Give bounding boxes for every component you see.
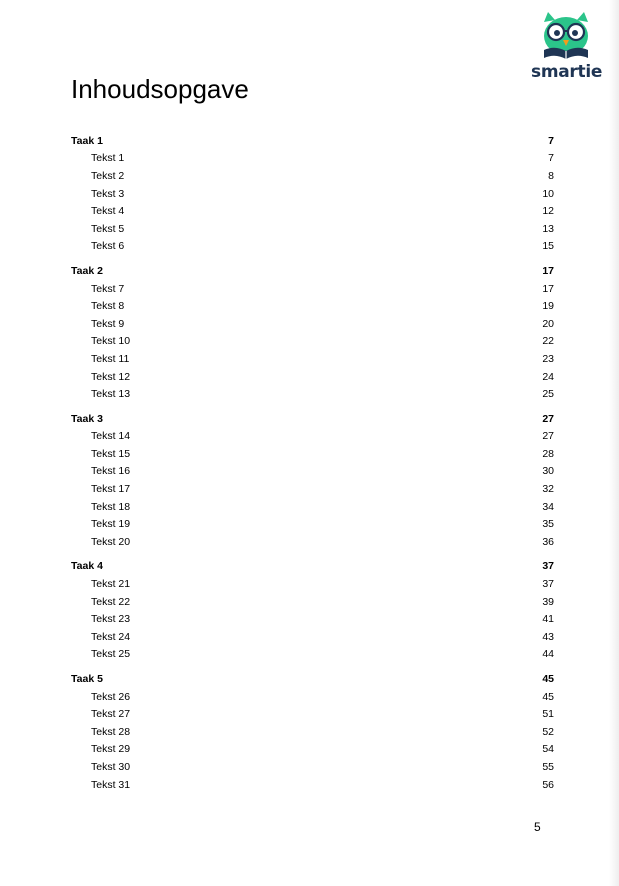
toc-heading-page: 45	[542, 673, 554, 686]
toc-entry-label: Tekst 28	[91, 725, 131, 738]
toc-entry[interactable]	[71, 150, 554, 168]
toc-entry[interactable]	[71, 428, 554, 446]
toc-entry[interactable]	[71, 610, 554, 628]
toc-entry-label: Tekst 11	[91, 352, 130, 365]
toc-entry-label: Tekst 2	[91, 169, 125, 182]
toc-entry-label: Tekst 19	[91, 518, 131, 531]
toc-entry[interactable]	[71, 280, 554, 298]
toc-entry-label: Tekst 29	[91, 743, 131, 756]
toc-entry-label: Tekst 7	[91, 282, 125, 295]
toc-entry-label: Tekst 10	[91, 335, 131, 348]
toc-entry[interactable]	[71, 758, 554, 776]
toc-heading[interactable]	[71, 558, 554, 576]
toc-entry[interactable]	[71, 368, 554, 386]
toc-entry[interactable]	[71, 167, 554, 185]
toc-entry-label: Tekst 12	[91, 370, 131, 383]
toc-entry-label: Tekst 13	[91, 388, 131, 401]
logo-wordmark: smartie	[531, 62, 603, 82]
toc-entry-page: 51	[542, 708, 554, 721]
toc-entry[interactable]	[71, 220, 554, 238]
toc-entry-page: 41	[542, 613, 554, 626]
toc-entry-label: Tekst 18	[91, 500, 131, 513]
toc-entry[interactable]	[71, 385, 554, 403]
toc-entry-page: 54	[542, 743, 554, 756]
toc-entry-page: 45	[542, 690, 554, 703]
toc-entry-label: Tekst 22	[91, 595, 131, 608]
toc-section	[71, 132, 554, 255]
toc-entry-label: Tekst 24	[91, 630, 131, 643]
toc-entry-label: Tekst 1	[91, 152, 125, 165]
owl-book-icon	[538, 12, 594, 62]
toc-heading-label: Taak 1	[71, 134, 103, 147]
toc-section	[71, 558, 554, 664]
toc-entry[interactable]	[71, 646, 554, 664]
toc-entry-page: 32	[542, 483, 554, 496]
toc-entry-label: Tekst 6	[91, 240, 125, 253]
toc-entry-page: 52	[542, 725, 554, 738]
toc-entry-page: 19	[542, 300, 554, 313]
toc-section	[71, 670, 554, 793]
toc-entry-label: Tekst 23	[91, 613, 131, 626]
toc-entry-page: 15	[542, 240, 554, 253]
toc-heading-label: Taak 5	[71, 673, 103, 686]
toc-heading-page: 37	[542, 560, 554, 573]
toc-entry-label: Tekst 27	[91, 708, 131, 721]
toc-entry-label: Tekst 25	[91, 648, 131, 661]
toc-section	[71, 410, 554, 551]
toc-entry-page: 23	[542, 352, 554, 365]
toc-entry-label: Tekst 8	[91, 300, 125, 313]
toc-entry[interactable]	[71, 593, 554, 611]
toc-entry[interactable]	[71, 463, 554, 481]
toc-entry-page: 10	[542, 187, 554, 200]
toc-entry[interactable]	[71, 350, 554, 368]
toc-entry-page: 55	[542, 760, 554, 773]
toc-entry[interactable]	[71, 776, 554, 794]
toc-entry-label: Tekst 31	[91, 778, 131, 791]
toc-entry-label: Tekst 4	[91, 205, 125, 218]
toc-entry-label: Tekst 17	[91, 483, 131, 496]
toc-entry[interactable]	[71, 628, 554, 646]
toc-heading[interactable]	[71, 262, 554, 280]
toc-entry-page: 12	[542, 205, 554, 218]
page-title: Inhoudsopgave	[71, 74, 249, 104]
toc-entry-page: 20	[542, 317, 554, 330]
toc-entry[interactable]	[71, 498, 554, 516]
toc-entry[interactable]	[71, 445, 554, 463]
toc-entry-page: 27	[542, 430, 554, 443]
toc-entry[interactable]	[71, 575, 554, 593]
toc-entry-page: 43	[542, 630, 554, 643]
toc-entry-page: 7	[548, 152, 554, 165]
toc-entry-page: 30	[542, 465, 554, 478]
toc-entry-label: Tekst 9	[91, 317, 125, 330]
toc-entry-page: 34	[542, 500, 554, 513]
toc-entry-page: 37	[542, 578, 554, 591]
toc-entry-label: Tekst 3	[91, 187, 125, 200]
toc-entry[interactable]	[71, 533, 554, 551]
toc-entry-page: 17	[542, 282, 554, 295]
toc-heading-label: Taak 3	[71, 412, 103, 425]
toc-entry-page: 25	[542, 388, 554, 401]
toc-entry-page: 24	[542, 370, 554, 383]
toc-entry[interactable]	[71, 741, 554, 759]
toc-entry[interactable]	[71, 238, 554, 256]
toc-heading[interactable]	[71, 132, 554, 150]
table-of-contents	[71, 132, 554, 800]
toc-entry-label: Tekst 30	[91, 760, 131, 773]
toc-heading[interactable]	[71, 670, 554, 688]
toc-entry[interactable]	[71, 297, 554, 315]
toc-heading-page: 17	[542, 264, 554, 277]
smartie-logo	[531, 12, 601, 84]
toc-entry-label: Tekst 14	[91, 430, 131, 443]
toc-entry-page: 36	[542, 535, 554, 548]
toc-heading-page: 27	[542, 412, 554, 425]
toc-entry-page: 56	[542, 778, 554, 791]
page-number: 5	[534, 820, 541, 834]
toc-entry-label: Tekst 21	[91, 578, 131, 591]
toc-entry[interactable]	[71, 315, 554, 333]
toc-entry-page: 35	[542, 518, 554, 531]
toc-entry-page: 44	[542, 648, 554, 661]
toc-entry-label: Tekst 26	[91, 690, 131, 703]
toc-entry-page: 13	[542, 222, 554, 235]
toc-entry[interactable]	[71, 185, 554, 203]
toc-entry[interactable]	[71, 705, 554, 723]
toc-entry[interactable]	[71, 515, 554, 533]
toc-heading-page: 7	[548, 134, 554, 147]
toc-entry[interactable]	[71, 202, 554, 220]
toc-entry[interactable]	[71, 333, 554, 351]
toc-entry-page: 8	[548, 169, 554, 182]
toc-entry-page: 22	[542, 335, 554, 348]
toc-entry-label: Tekst 5	[91, 222, 125, 235]
toc-entry-label: Tekst 15	[91, 447, 131, 460]
toc-heading[interactable]	[71, 410, 554, 428]
toc-entry[interactable]	[71, 480, 554, 498]
toc-heading-label: Taak 4	[71, 560, 103, 573]
toc-entry-label: Tekst 16	[91, 465, 131, 478]
page-edge-shadow	[609, 0, 619, 886]
toc-entry[interactable]	[71, 723, 554, 741]
toc-entry-page: 28	[542, 447, 554, 460]
toc-section	[71, 262, 554, 403]
toc-heading-label: Taak 2	[71, 264, 103, 277]
toc-entry-label: Tekst 20	[91, 535, 131, 548]
toc-entry[interactable]	[71, 688, 554, 706]
toc-entry-page: 39	[542, 595, 554, 608]
